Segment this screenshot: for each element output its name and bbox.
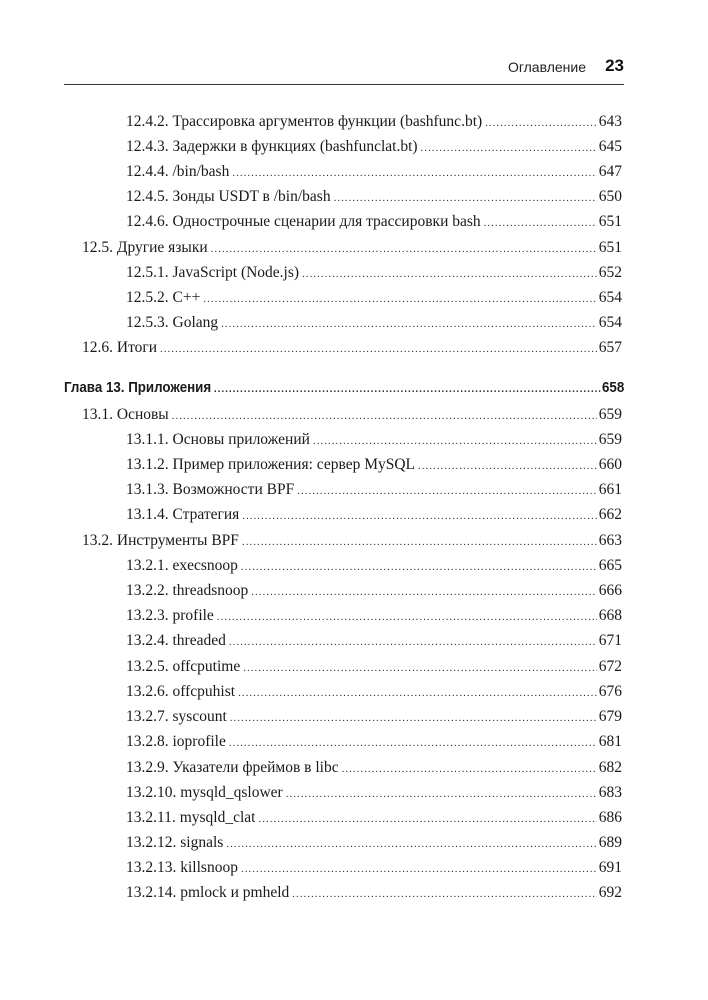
toc-entry-page: 659 xyxy=(598,431,622,448)
toc-dot-leader xyxy=(226,834,596,854)
toc-entry-title: Трассировка аргументов функции (bashfunc.bt) xyxy=(172,113,483,130)
toc-entry-number: 12.5.1. xyxy=(126,264,169,281)
toc-entry-number: 12.5.3. xyxy=(126,314,169,331)
toc-dot-leader xyxy=(484,213,597,233)
toc-entry-page: 665 xyxy=(598,557,622,574)
toc-entry-number: 12.4.2. xyxy=(126,113,169,130)
toc-entry-title: Итоги xyxy=(116,339,158,356)
toc-entry-number: 12.4.6. xyxy=(126,213,169,230)
toc-entry-title: Инструменты BPF xyxy=(116,532,239,549)
toc-entry-page: 683 xyxy=(598,784,622,801)
toc-entry-number: 13.2.13. xyxy=(126,859,177,876)
toc-entry-number: 12.5. xyxy=(82,239,113,256)
toc-entry-number: 13.2.6. xyxy=(126,683,169,700)
toc-dot-leader xyxy=(242,506,596,526)
toc-entry-title: Возможности BPF xyxy=(172,481,295,498)
toc-entry-page: 671 xyxy=(598,632,622,649)
toc-entry-title: offcpuhist xyxy=(172,683,236,700)
toc-entry-page: 651 xyxy=(598,239,622,256)
toc-entry[interactable] xyxy=(126,606,622,627)
toc-entry-number: Глава 13. xyxy=(64,380,125,396)
toc-entry[interactable] xyxy=(126,137,622,158)
toc-entry-page: 651 xyxy=(598,213,622,230)
toc-entry-title: Основы xyxy=(116,406,169,423)
toc-entry-page: 682 xyxy=(598,759,622,776)
toc-dot-leader xyxy=(302,264,597,284)
toc-entry-page: 672 xyxy=(598,658,622,675)
toc-dot-leader xyxy=(334,188,597,208)
toc-entry[interactable] xyxy=(126,682,622,703)
toc-entry-title: Приложения xyxy=(128,380,212,396)
toc-entry-page: 660 xyxy=(598,456,622,473)
toc-entry-page: 652 xyxy=(598,264,622,281)
toc-entry-page: 686 xyxy=(598,809,622,826)
toc-dot-leader xyxy=(214,379,600,399)
toc-entry-page: 650 xyxy=(598,188,622,205)
toc-entry-title: /bin/bash xyxy=(172,163,230,180)
toc-entry[interactable] xyxy=(126,112,622,133)
toc-entry-title: Зонды USDT в /bin/bash xyxy=(172,188,331,205)
toc-entry-title: syscount xyxy=(172,708,227,725)
toc-entry-page: 681 xyxy=(598,733,622,750)
toc-dot-leader xyxy=(286,784,597,804)
toc-entry-page: 647 xyxy=(598,163,622,180)
toc-entry-page: 643 xyxy=(598,113,622,130)
toc-entry[interactable] xyxy=(126,657,622,678)
toc-dot-leader xyxy=(292,884,596,904)
toc-entry[interactable] xyxy=(126,212,622,233)
toc-entry-title: execsnoop xyxy=(172,557,238,574)
toc-entry-number: 13.2.4. xyxy=(126,632,169,649)
toc-entry-page: 662 xyxy=(598,506,622,523)
toc-dot-leader xyxy=(242,532,597,552)
toc-entry-page: 661 xyxy=(598,481,622,498)
toc-entry[interactable] xyxy=(126,783,622,804)
toc-entry-number: 13.2.14. xyxy=(126,884,177,901)
running-header-title: Оглавление xyxy=(507,59,586,75)
toc-entry-title: pmlock и pmheld xyxy=(180,884,290,901)
toc-entry-number: 12.5.2. xyxy=(126,289,169,306)
toc-entry[interactable] xyxy=(126,187,622,208)
toc-entry-page: 654 xyxy=(598,314,622,331)
toc-dot-leader xyxy=(160,339,597,359)
toc-entry-page: 659 xyxy=(598,406,622,423)
toc-entry-number: 12.4.5. xyxy=(126,188,169,205)
toc-entry-number: 13.1.3. xyxy=(126,481,169,498)
toc-entry-page: 645 xyxy=(598,138,622,155)
toc-entry-number: 13.2.5. xyxy=(126,658,169,675)
toc-dot-leader xyxy=(313,431,597,451)
toc-entry[interactable] xyxy=(126,556,622,577)
toc-dot-leader xyxy=(243,658,597,678)
toc-entry-title: threadsnoop xyxy=(172,582,249,599)
toc-entry-number: 13.1.2. xyxy=(126,456,169,473)
toc-entry-number: 13.1. xyxy=(82,406,113,423)
toc-entry[interactable] xyxy=(126,430,622,451)
toc-entry-number: 13.2. xyxy=(82,532,113,549)
toc-entry-title: offcputime xyxy=(172,658,241,675)
toc-entry-number: 13.2.1. xyxy=(126,557,169,574)
toc-entry-number: 13.2.11. xyxy=(126,809,176,826)
toc-dot-leader xyxy=(421,138,597,158)
toc-entry[interactable] xyxy=(126,707,622,728)
toc-dot-leader xyxy=(232,163,596,183)
toc-entry-title: profile xyxy=(172,607,214,624)
toc-entry-title: Другие языки xyxy=(116,239,208,256)
toc-entry[interactable] xyxy=(82,405,622,426)
toc-entry-page: 689 xyxy=(598,834,622,851)
toc-entry-title: Golang xyxy=(172,314,219,331)
toc-dot-leader xyxy=(241,859,597,879)
toc-chapter-entry[interactable] xyxy=(64,378,624,399)
toc-dot-leader xyxy=(258,809,596,829)
toc-dot-leader xyxy=(221,314,597,334)
toc-entry-number: 13.2.9. xyxy=(126,759,169,776)
toc-dot-leader xyxy=(251,582,596,602)
toc-entry-title: C++ xyxy=(172,289,201,306)
toc-entry-page: 692 xyxy=(598,884,622,901)
toc-entry-number: 13.1.4. xyxy=(126,506,169,523)
toc-entry-title: Однострочные сценарии для трассировки bash xyxy=(172,213,481,230)
toc-dot-leader xyxy=(203,289,596,309)
toc-entry[interactable] xyxy=(126,263,622,284)
toc-entry-title: killsnoop xyxy=(180,859,238,876)
toc-dot-leader xyxy=(241,557,597,577)
toc-dot-leader xyxy=(229,733,597,753)
toc-entry-number: 13.1.1. xyxy=(126,431,169,448)
toc-entry[interactable] xyxy=(126,288,622,309)
toc-entry-title: Основы приложений xyxy=(172,431,310,448)
toc-entry[interactable] xyxy=(82,338,622,359)
toc-entry[interactable] xyxy=(126,732,622,753)
toc-entry-number: 13.2.7. xyxy=(126,708,169,725)
toc-dot-leader xyxy=(230,708,597,728)
toc-entry-title: mysqld_clat xyxy=(179,809,256,826)
toc-dot-leader xyxy=(342,759,597,779)
toc-entry[interactable] xyxy=(126,581,622,602)
toc-entry[interactable] xyxy=(126,833,622,854)
toc-entry-page: 676 xyxy=(598,683,622,700)
toc-entry[interactable] xyxy=(82,531,622,552)
toc-entry-number: 13.2.10. xyxy=(126,784,177,801)
toc-entry-title: signals xyxy=(180,834,224,851)
toc-entry[interactable] xyxy=(126,480,622,501)
toc-dot-leader xyxy=(211,239,597,259)
toc-entry-page: 654 xyxy=(598,289,622,306)
toc-entry-page: 679 xyxy=(598,708,622,725)
toc-entry-page: 668 xyxy=(598,607,622,624)
toc-entry-page: 658 xyxy=(602,380,625,396)
toc-dot-leader xyxy=(485,113,597,133)
toc-entry[interactable] xyxy=(126,858,622,879)
toc-entry-page: 691 xyxy=(598,859,622,876)
toc-dot-leader xyxy=(418,456,597,476)
toc-entry[interactable] xyxy=(126,162,622,183)
toc-entry-number: 13.2.12. xyxy=(126,834,177,851)
toc-entry-number: 13.2.2. xyxy=(126,582,169,599)
toc-entry[interactable] xyxy=(126,631,622,652)
toc-entry-number: 13.2.8. xyxy=(126,733,169,750)
toc-dot-leader xyxy=(217,607,597,627)
toc-dot-leader xyxy=(238,683,597,703)
toc-entry[interactable] xyxy=(126,808,622,829)
toc-entry-title: JavaScript (Node.js) xyxy=(172,264,300,281)
toc-entry[interactable] xyxy=(126,455,622,476)
toc-entry[interactable] xyxy=(126,758,622,779)
toc-entry-number: 12.4.4. xyxy=(126,163,169,180)
toc-entry-title: Задержки в функциях (bashfunclat.bt) xyxy=(172,138,418,155)
toc-entry-number: 12.6. xyxy=(82,339,113,356)
toc-entry-title: threaded xyxy=(172,632,226,649)
toc-entry[interactable] xyxy=(126,883,622,904)
toc-entry-title: Стратегия xyxy=(172,506,240,523)
page-number: 23 xyxy=(605,56,624,75)
toc-entry[interactable] xyxy=(82,238,622,259)
toc-entry[interactable] xyxy=(126,313,622,334)
toc-entry-page: 657 xyxy=(598,339,622,356)
toc-entry-title: mysqld_qslower xyxy=(180,784,283,801)
toc-dot-leader xyxy=(172,406,597,426)
toc-entry-page: 663 xyxy=(598,532,622,549)
toc-entry-number: 12.4.3. xyxy=(126,138,169,155)
toc-entry-number: 13.2.3. xyxy=(126,607,169,624)
toc-entry-title: ioprofile xyxy=(172,733,226,750)
toc-dot-leader xyxy=(297,481,597,501)
toc-entry[interactable] xyxy=(126,505,622,526)
toc-entry-page: 666 xyxy=(598,582,622,599)
toc-dot-leader xyxy=(229,632,597,652)
toc-entry-title: Пример приложения: сервер MySQL xyxy=(172,456,416,473)
toc-entry-title: Указатели фреймов в libc xyxy=(172,759,339,776)
